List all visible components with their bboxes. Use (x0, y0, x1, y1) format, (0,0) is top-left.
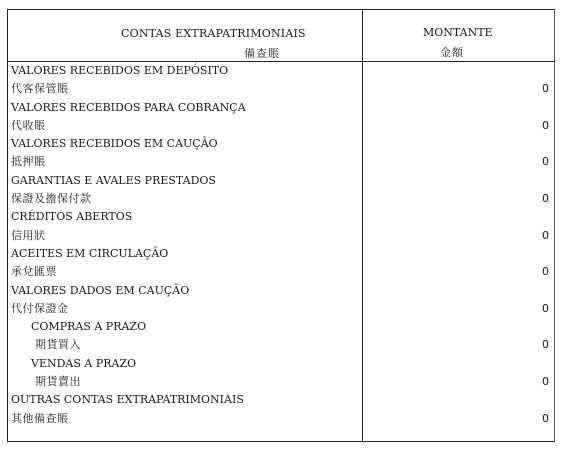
table-row (7, 190, 555, 208)
table-row (7, 282, 555, 300)
row-label: VENDAS A PRAZO (31, 356, 137, 370)
row-label: 期貨買入 (35, 338, 81, 352)
row-label: VALORES RECEBIDOS EM DEPÓSITO (11, 64, 229, 77)
header-amount-pt: MONTANTE (423, 26, 493, 39)
table-row (7, 117, 555, 135)
row-label: 信用狀 (11, 228, 46, 242)
row-label: VALORES RECEBIDOS EM CAUÇÃO (11, 137, 218, 151)
table-row (7, 410, 555, 428)
table-row (7, 172, 555, 190)
table-row (7, 208, 555, 226)
table-row (7, 336, 555, 354)
row-label: 期貨賣出 (35, 375, 81, 389)
row-label: 承兌匯票 (11, 265, 57, 279)
table-row (7, 135, 555, 153)
row-label: 其他備查賬 (11, 411, 69, 425)
table-row (7, 355, 555, 373)
row-value: 0 (542, 155, 549, 169)
row-value: 0 (542, 118, 549, 132)
row-label: COMPRAS A PRAZO (31, 320, 147, 334)
row-label: 代客保管賬 (11, 82, 69, 96)
row-label: VALORES DADOS EM CAUÇÃO (11, 283, 190, 297)
row-label: CRÉDITOS ABERTOS (11, 210, 133, 224)
row-label: OUTRAS CONTAS EXTRAPATRIMONIAIS (11, 393, 244, 407)
row-label: 代收賬 (11, 118, 46, 132)
table-row (7, 80, 555, 98)
row-value: 0 (542, 411, 549, 425)
header-accounts-pt: CONTAS EXTRAPATRIMONIAIS (121, 27, 306, 40)
table-row (7, 99, 555, 117)
row-label: ACEITES EM CIRCULAÇÃO (11, 246, 169, 260)
row-value: 0 (542, 265, 549, 279)
row-value: 0 (542, 192, 549, 206)
row-label: 保證及擔保付款 (11, 192, 92, 206)
table-body (7, 62, 555, 428)
table-row (7, 227, 555, 245)
row-value: 0 (542, 228, 549, 242)
row-label: 代付保證金 (11, 301, 69, 315)
table-row (7, 300, 555, 318)
row-label: VALORES RECEBIDOS PARA COBRANÇA (11, 100, 246, 114)
header-amount-cn: 金額 (440, 46, 464, 59)
row-value: 0 (542, 82, 549, 96)
table-row (7, 153, 555, 171)
row-label: GARANTIAS E AVALES PRESTADOS (11, 173, 216, 187)
row-label: 抵押賬 (11, 155, 46, 169)
table-row (7, 245, 555, 263)
table-row (7, 318, 555, 336)
table-row (7, 373, 555, 391)
table-row (7, 62, 555, 80)
table-row (7, 391, 555, 409)
row-value: 0 (542, 301, 549, 315)
header-accounts-cn: 備查賬 (244, 47, 280, 60)
row-value: 0 (542, 338, 549, 352)
row-value: 0 (542, 375, 549, 389)
table-row (7, 263, 555, 281)
